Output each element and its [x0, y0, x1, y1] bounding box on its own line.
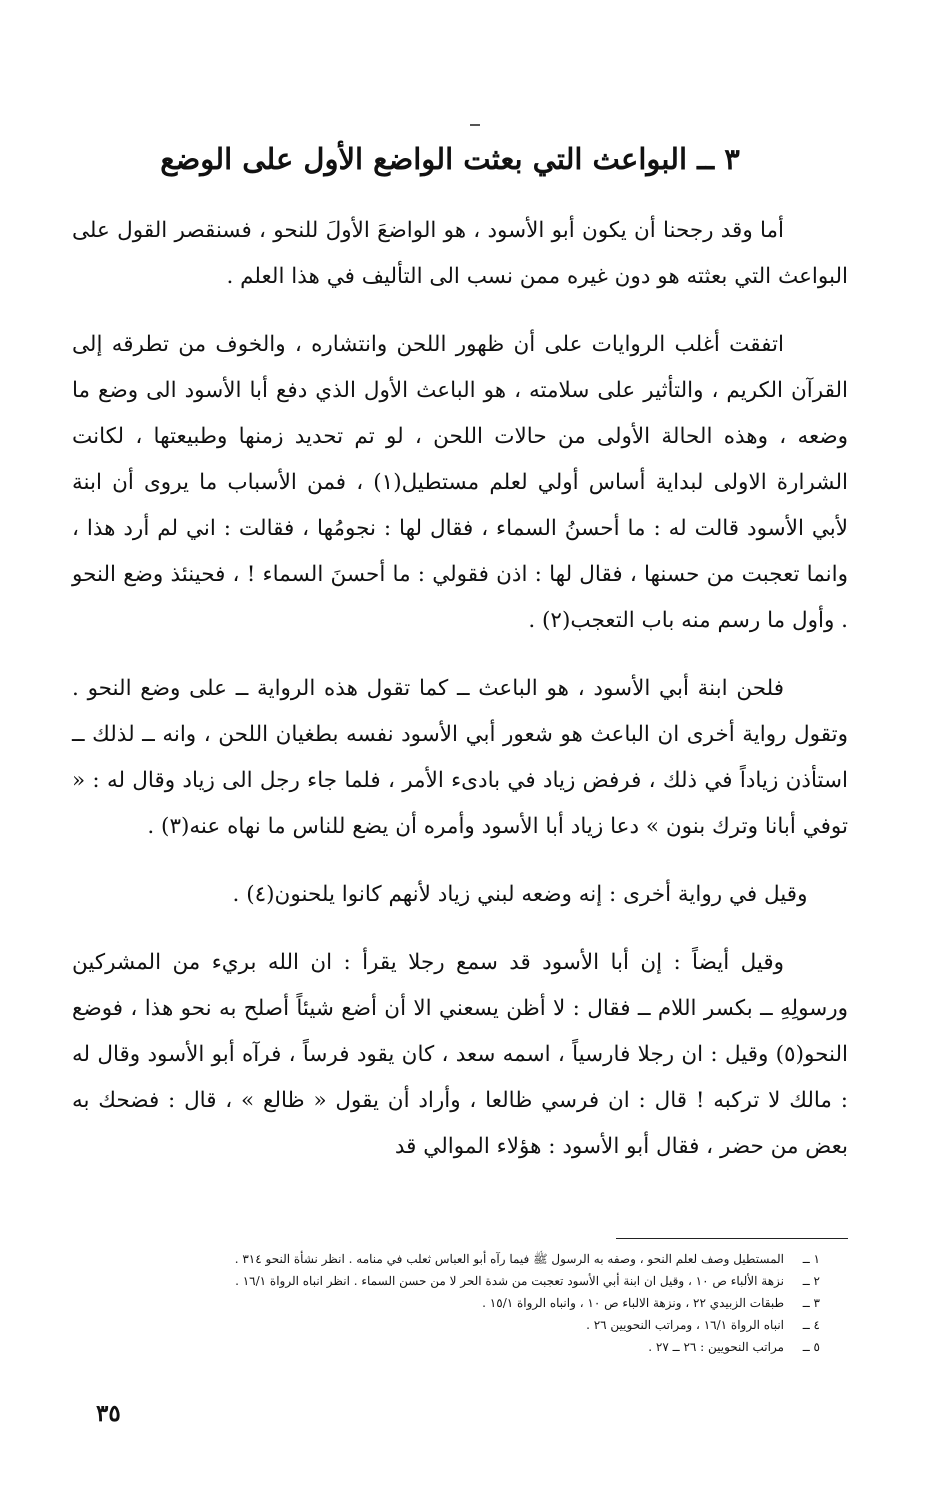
footnote-5 [80, 1336, 820, 1358]
body-text [72, 208, 848, 1170]
paragraph-2: اتفقت أغلب الروايات على أن ظهور اللحن وانتشاره ، والخوف من تطرقه إلى القرآن الكريم ، والتأثير على سلامته ، هو الباعث الأول الذي دفع أبا الأسود الى وضع ما وضعه ، وهذه الحالة الأولى من حالات اللحن ، لو تم تحديد زمنها وطبيعتها ، لكانت الشرارة الاولى لبداية أساس أولي لعلم مستطيل(١) ، فمن الأسباب ما يروى أن ابنة لأبي الأسود قالت له : ما أحسنُ السماء ، فقال لها : نجومُها ، فقالت : اني لم أرد هذا ، وانما تعجبت من حسنها ، فقال لها : اذن فقولي : ما أحسنَ السماء ! ، فحينئذ وضع النحو . وأول ما رسم منه باب التعجب(٢) . [72, 332, 848, 633]
footnotes [80, 1248, 820, 1358]
print-mark [470, 124, 480, 126]
footnote-4 [80, 1314, 820, 1336]
footnote-divider [616, 1238, 848, 1239]
paragraph-4: وقيل في رواية أخرى : إنه وضعه لبني زياد لأنهم كانوا يلحنون(٤) . [232, 882, 808, 907]
footnote-number: ٢ ــ [802, 1274, 820, 1288]
footnote-3 [80, 1292, 820, 1314]
footnote-text: طبقات الزبيدي ٢٢ ، ونزهة الالباء ص ١٠ ، وانباه الرواة ١٥/١ . [482, 1296, 784, 1310]
footnote-number: ٣ ــ [802, 1296, 820, 1310]
footnote-text: نزهة الألباء ص ١٠ ، وقيل ان ابنة أبي الأسود تعجبت من شدة الحر لا من حسن السماء . انظر انباه الرواة ١٦/١ . [235, 1274, 784, 1288]
footnote-1 [80, 1248, 820, 1270]
footnote-number: ٤ ــ [802, 1318, 820, 1332]
page-number: ٣٥ [96, 1400, 121, 1427]
section-heading: ٣ ــ البواعث التي بعثت الواضع الأول على الوضع [160, 142, 740, 176]
footnote-text: انباه الرواة ١٦/١ ، ومراتب النحويين ٢٦ . [586, 1318, 784, 1332]
paragraph-1: أما وقد رجحنا أن يكون أبو الأسود ، هو الواضعَ الأولَ للنحو ، فسنقصر القول على البواعث التي بعثته هو دون غيره ممن نسب الى التأليف في هذا العلم . [72, 218, 848, 289]
footnote-text: المستطيل وصف لعلم النحو ، وصفه به الرسول ﷺ فيما رآه أبو العباس ثعلب في منامه . انظر نشأة النحو ٣١٤ . [234, 1252, 784, 1266]
footnote-number: ٥ ــ [802, 1340, 820, 1354]
paragraph-5: وقيل أيضاً : إن أبا الأسود قد سمع رجلا يقرأ : ان الله بريء من المشركين ورسولِهِ ــ بكسر اللام ــ فقال : لا أظن يسعني الا أن أضع شيئاً أصلح به نحو هذا ، فوضع النحو(٥) وقيل : ان رجلا فارسياً ، اسمه سعد ، كان يقود فرساً ، فرآه أبو الأسود وقال له : مالك لا تركبه ! قال : ان فرسي ظالعا ، وأراد أن يقول « ظالع » ، قال : فضحك به بعض من حضر ، فقال أبو الأسود : هؤلاء الموالي قد [72, 950, 848, 1159]
paragraph-3: فلحن ابنة أبي الأسود ، هو الباعث ــ كما تقول هذه الرواية ــ على وضع النحو . وتقول رواية أخرى ان الباعث هو شعور أبي الأسود نفسه بطغيان اللحن ، وانه ــ لذلك ــ استأذن زياداً في ذلك ، فرفض زياد في بادىء الأمر ، فلما جاء رجل الى زياد وقال له : « توفي أبانا وترك بنون » دعا زياد أبا الأسود وأمره أن يضع للناس ما نهاه عنه(٣) . [72, 676, 848, 839]
footnote-text: مراتب النحويين : ٢٦ ــ ٢٧ . [648, 1340, 784, 1354]
footnote-2 [80, 1270, 820, 1292]
footnote-number: ١ ــ [802, 1252, 820, 1266]
